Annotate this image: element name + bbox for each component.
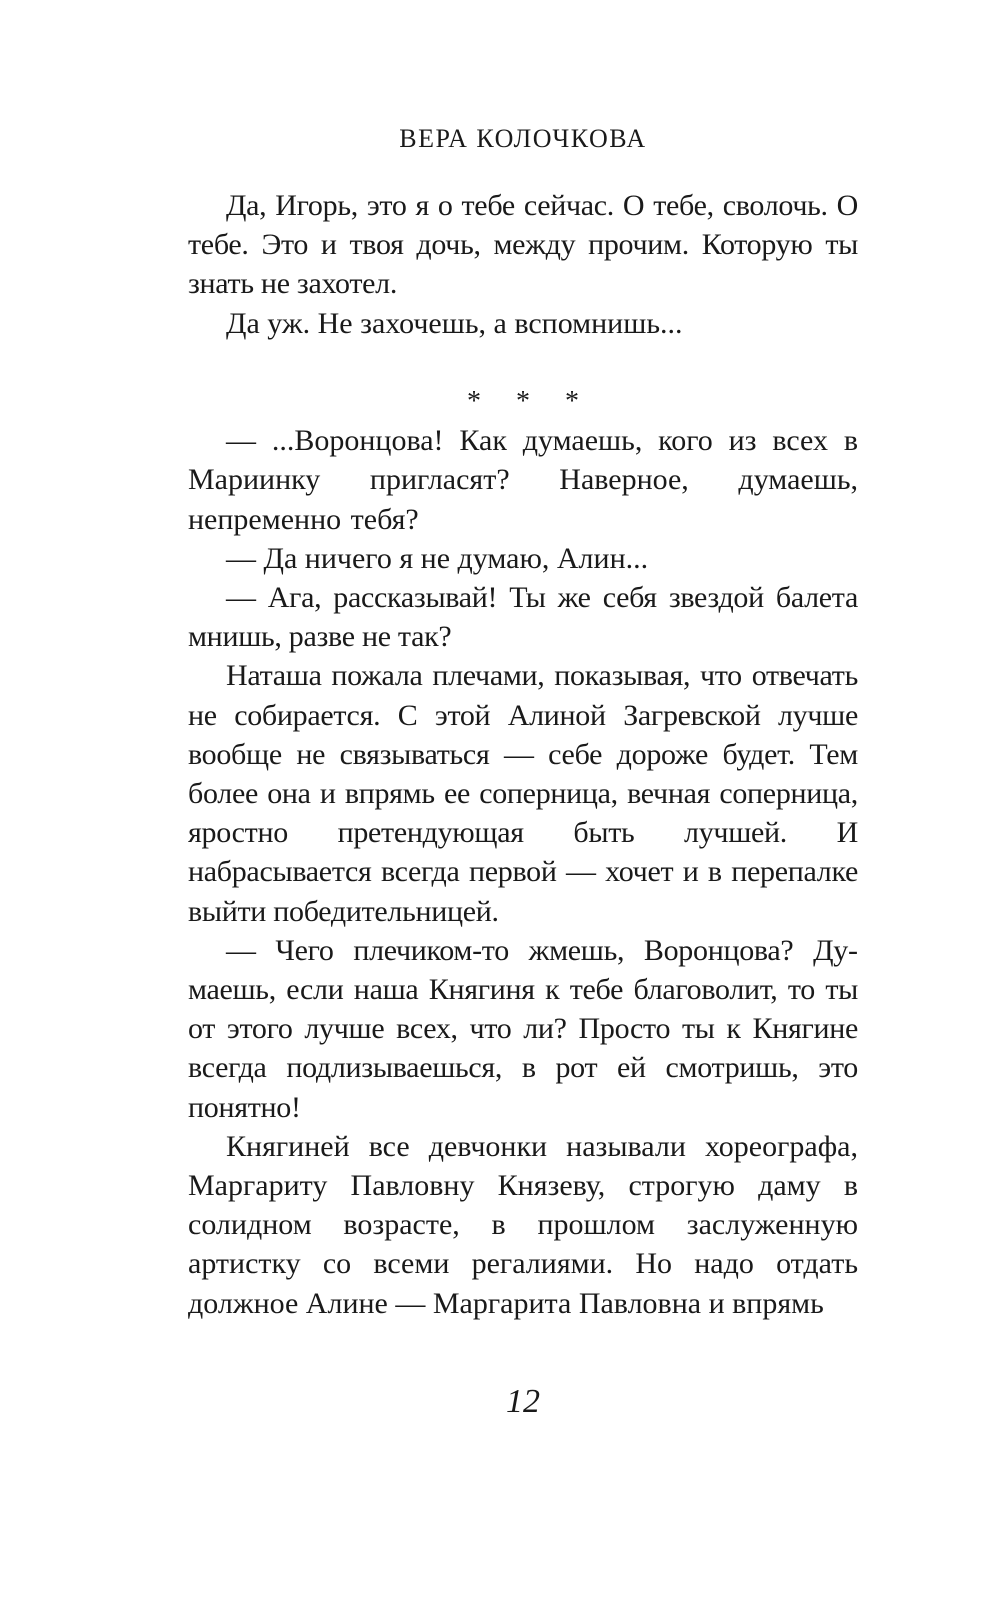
paragraph-1: Да, Игорь, это я о тебе сейчас. О тебе, сволочь. О тебе. Это и твоя дочь, между прочим. Которую ты знать не захотел.: [188, 189, 858, 301]
paragraph-8: Княгиней все девчонки называли хореографа, Маргариту Павловну Князеву, строгую даму в солидном возрасте, в прошлом заслуженную артистку со всеми регалиями. Но надо отдать должное Алине — Маргарита Павловна и впрямь: [188, 1129, 858, 1320]
running-head: ВЕРА КОЛОЧКОВА: [399, 124, 647, 153]
paragraph-7: — Чего плечиком-то жмешь, Воронцова? Думаешь, если наша Княгиня к тебе благоволит, то ты от этого лучше всех, что ли? Просто ты к Княгине всегда подлизываешься, в рот ей смотришь, это понятно!: [188, 933, 858, 1124]
section-divider: * * *: [467, 386, 593, 417]
book-page: [188, 0, 858, 1616]
paragraph-2: Да уж. Не захочешь, а вспомнишь...: [226, 306, 683, 340]
page-number: 12: [506, 1383, 540, 1420]
paragraph-3: — ...Воронцова! Как думаешь, кого из всех в Мариинку пригласят? Наверное, думаешь, непременно тебя?: [188, 424, 858, 536]
paragraph-4: — Да ничего я не думаю, Алин...: [226, 541, 649, 575]
paragraph-6: Наташа пожала плечами, показывая, что отвечать не собирается. С этой Алиной Загревской лучше вообще не связываться — себе дороже будет. Тем более она и впрямь ее соперница, вечная соперница, яростно претендующая быть лучшей. И набрасывается всегда первой — хочет и в перепалке выйти победительницей.: [188, 659, 858, 928]
body-text: [188, 186, 858, 1323]
paragraph-5: — Ага, рассказывай! Ты же себя звездой балета мнишь, разве не так?: [188, 581, 858, 654]
